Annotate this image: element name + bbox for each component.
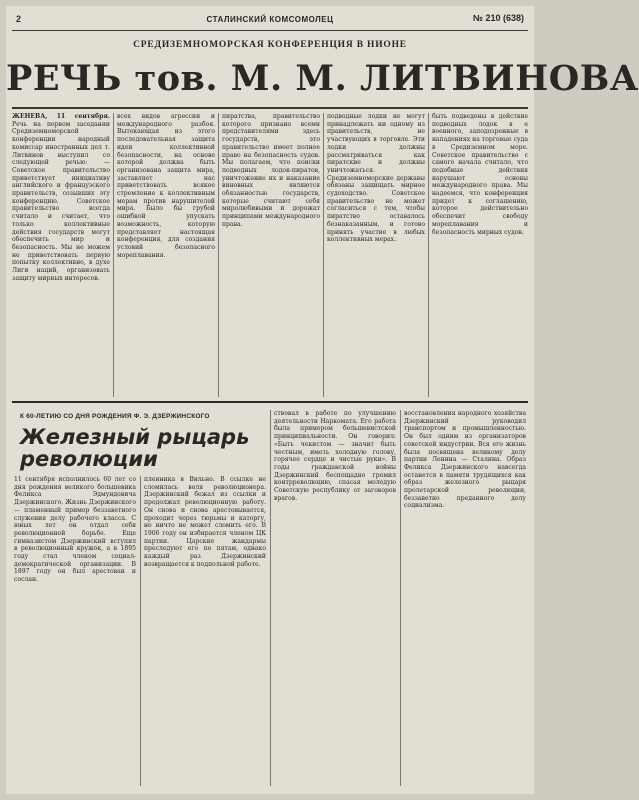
lead-headline: РЕЧЬ тов. М. М. ЛИТВИНОВА [6, 58, 639, 99]
second-column-3: ствовал в работе по улучшению деятельности Наркомата. Его работа была примером большевистской принципиальности. Он говорил: «Быть чекистом — значит быть честным, иметь холодную голову, горячее сердце и чистые руки». В годы гражданской войны Дзержинский беспощадно громил контрреволюцию, спасая молодую Советскую республику от заговоров врагов. [274, 410, 396, 502]
column-divider [218, 113, 219, 397]
second-column-4: восстановления народного хозяйства Дзержинский руководил транспортом и промышленностью. Он был одним из организаторов советской индустрии. Вся его жизнь была посвящена великому делу партии Ленина — Сталина. Образ Феликса Дзержинского навсегда останется в памяти трудящихся как образ железного рыцаря пролетарской революции, беззаветно преданного делу социализма. [404, 410, 526, 510]
newspaper-name: СТАЛИНСКИЙ КОМСОМОЛЕЦ [206, 15, 334, 24]
issue-number: № 210 (638) [472, 13, 524, 23]
lead-column-1 [12, 113, 110, 397]
column-divider [270, 410, 271, 786]
lead-column-4: подводные лодки не могут принадлежать ни одному из правительств, не участвующих в торговле. Эти лодки должны рассматриваться как пиратские и должны уничтожаться. Средиземноморские державы обязаны защищать мирное судоходство. Советское правительство не может согласиться с тем, чтобы пиратство оставалось безнаказанным, и готово принять участие в любых коллективных мерах. [327, 113, 425, 244]
newspaper-page [6, 6, 639, 794]
page-number: 2 [16, 14, 22, 24]
headline-rule [12, 107, 528, 109]
second-column-1: 11 сентября исполнилось 60 лет со дня рождения великого большевика Феликса Эдмундовича Дзержинского. Жизнь Дзержинского — пламенный пример беззаветного служения делу рабочего класса. С юных лет он отдал себя революционной борьбе. Еще гимназистом Дзержинский вступил в революционный кружок, а в 1895 году стал членом социал-демократической организации. В 1897 году он был арестован и сослан. [14, 476, 136, 584]
column-divider [400, 410, 401, 786]
lead-column-5: быть подведены в действие подводных лодок в е военного, заподозренные в нападениях на торговые суда в Средиземном море. Советское правительство с самого начала считало, что подобные действия нарушают основы международного права. Мы надеемся, что конференция придет к соглашению, которое действительно обеспечит свободу мореплавания и безопасность мирных судов. [432, 113, 528, 236]
header-rule [12, 30, 528, 31]
second-kicker: К 60-ЛЕТИЮ СО ДНЯ РОЖДЕНИЯ Ф. Э. ДЗЕРЖИНСКОГО [20, 413, 210, 420]
column-divider [428, 113, 429, 397]
section-rule [12, 401, 528, 403]
lead-column-2: всех видов агрессии и международного разбоя. Вытекающая из этого последовательная защита идеи коллективной безопасности, на основе которой должна быть организована защита мира, заставляет нас приветствовать всякое стремление к коллективным мерам против нарушителей мира. Было бы грубой ошибкой упускать возможность, которую представляет настоящая конференция, для создания условий безопасного мореплавания. [117, 113, 215, 259]
column-divider [113, 113, 114, 397]
lead-column-text: Речь на первом заседании Средиземноморской конференции народный комиссар иностранных дел т. Литвинов выступил со следующей речью: — Советское правительство приветствует инициативу английского и французского правительств, созывших эту конференцию. Советское правительство всегда считало и считает, что только коллективные действия государств могут обеспечить мир и безопасность. Мы не можем не приветствовать первую попытку коллективно, в духе Лиги наций, организовать защиту мирных интересов. [12, 120, 110, 282]
column-divider [140, 476, 141, 786]
page-header [10, 10, 530, 28]
second-title: Железный рыцарь революции [20, 425, 250, 471]
column-divider [323, 113, 324, 397]
lead-dateline: ЖЕНЕВА, 11 сентября. [12, 113, 110, 120]
second-column-2: пленника в Вильно. В ссылке не сломилась воля революционера. Дзержинский бежал из ссылки и продолжал революционную работу. Он снова и снова арестовывается, проходит через тюрьмы и каторгу, но ничто не может сломить его. В 1906 году он избирается членом ЦК партии. Царские жандармы преследуют его по пятам, однако каждый раз Дзержинский возвращается к подпольной работе. [144, 476, 266, 568]
lead-column-3: пиратства, правительство которого признано всеми представителями здесь государств, это правительство имеет полное право на безопасность судов. Мы полагаем, что поиски подводных лодок-пиратов, уничтожение их и наказание виновных являются обязанностью государств, которые считают себя миролюбивыми и дорожат принципами международного права. [222, 113, 320, 228]
lead-kicker: СРЕДИЗЕМНОМОРСКАЯ КОНФЕРЕНЦИЯ В НИОНЕ [133, 40, 407, 50]
lead-article-body [12, 113, 528, 397]
